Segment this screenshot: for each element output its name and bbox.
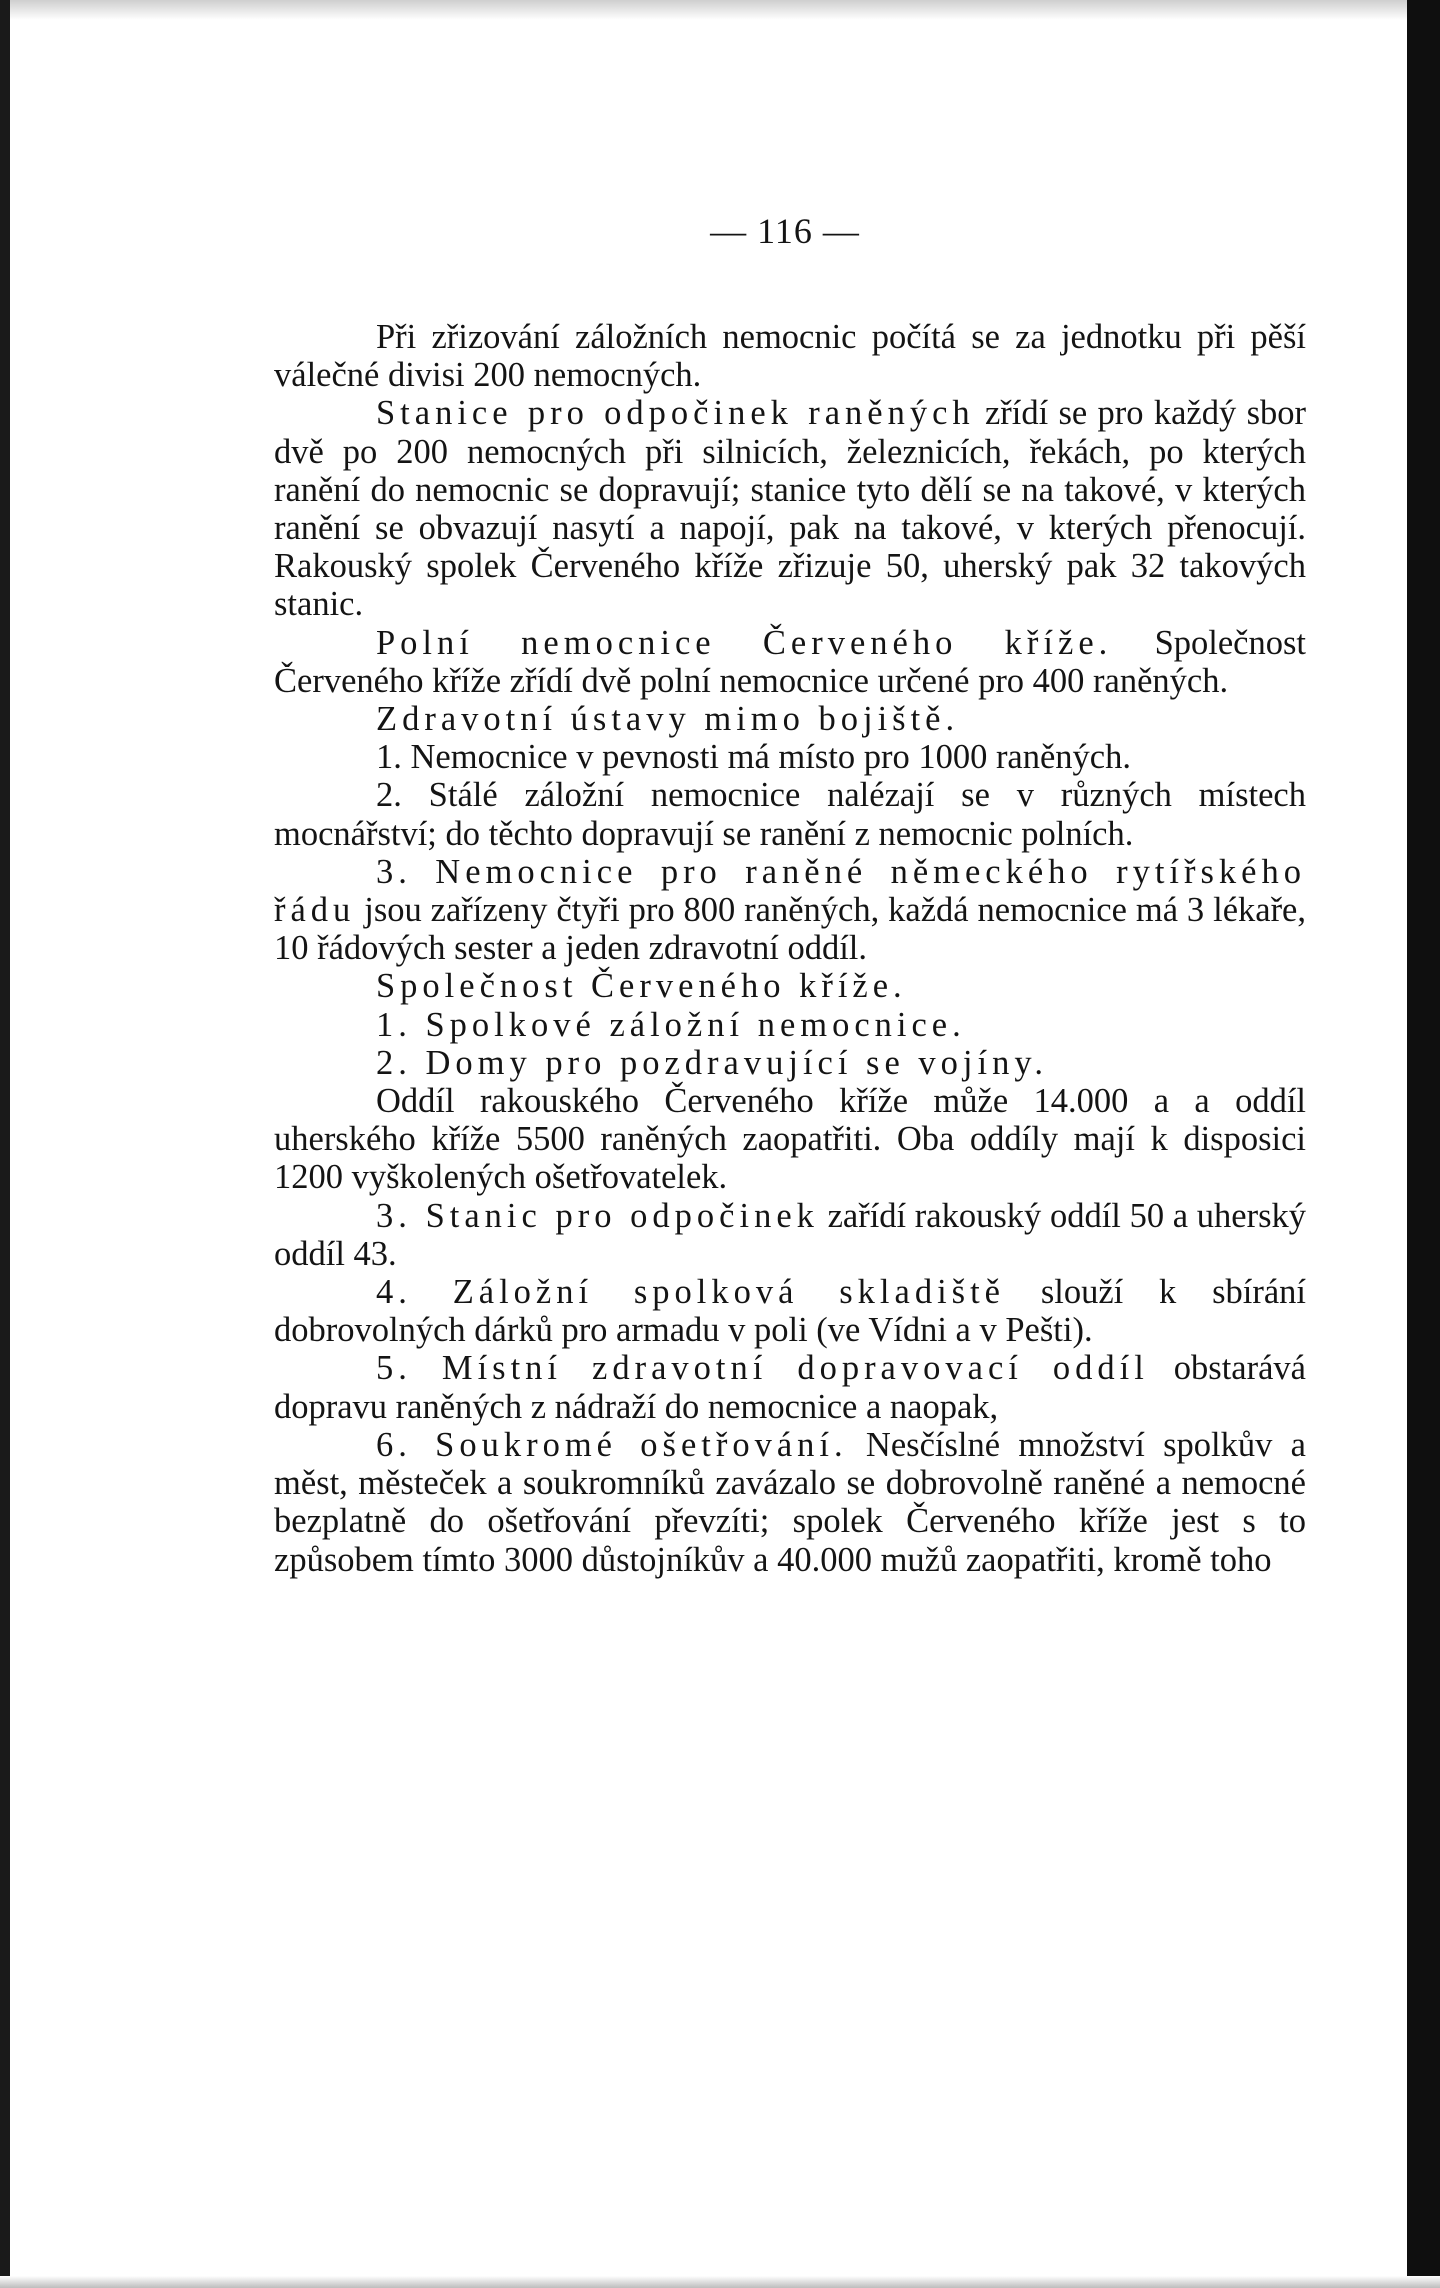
paragraph bbox=[274, 318, 1306, 394]
spaced-heading: Společnost Červeného kříže. bbox=[376, 967, 907, 1006]
scan-edge-bottom bbox=[0, 2276, 1440, 2288]
scan-edge-top bbox=[0, 0, 1440, 20]
section-heading bbox=[274, 700, 1306, 738]
body-text bbox=[274, 318, 1306, 1579]
paragraph bbox=[274, 1082, 1306, 1197]
paragraph-text: obstarává dopravu raněných z nádraží do nemocnice a naopak, bbox=[274, 1349, 1306, 1426]
list-item bbox=[274, 1006, 1306, 1044]
paragraph-text: jsou zařízeny čtyři pro 800 raněných, každá nemocnice má 3 lékaře, 10 řádových sester a jeden zdravotní oddíl. bbox=[274, 891, 1306, 968]
list-item bbox=[274, 1426, 1306, 1579]
section-heading bbox=[274, 967, 1306, 1005]
page-number: — 116 — bbox=[710, 211, 860, 251]
paragraph-text: Oddíl rakouského Červeného kříže může 14.000 a a oddíl uherského kříže 5500 raněných zaopatřiti. Oba oddíly mají k disposici 1200 vyškolených ošetřovatelek. bbox=[274, 1082, 1306, 1197]
spaced-heading: 6. Soukromé ošetřování. bbox=[376, 1425, 848, 1464]
paragraph-text: zřídí se pro každý sbor dvě po 200 nemocných při silnicích, železnicích, řekách, po kterých ranění do nemocnic se dopravují; stanice tyto dělí se na takové, v kterých ranění se obvazují nasytí a napojí, pak na takové, v kterých přenocují. Rakouský spolek Červeného kříže zřizuje 50, uherský pak 32 takových stanic. bbox=[274, 394, 1306, 624]
paragraph-text: Při zřizování záložních nemocnic počítá se za jednotku při pěší válečné divisi 200 nemocných. bbox=[274, 318, 1306, 395]
paragraph bbox=[274, 394, 1306, 623]
spaced-heading: 3. Stanic pro odpočinek bbox=[376, 1196, 819, 1235]
spaced-heading: Stanice pro odpočinek raněných bbox=[376, 394, 975, 433]
spaced-heading: 3. Nemocnice pro raněné německého rytířského řádu bbox=[274, 852, 1306, 930]
scan-edge-right bbox=[1407, 0, 1440, 2288]
paragraph-text: slouží k sbírání dobrovolných dárků pro armadu v poli (ve Vídni a v Pešti). bbox=[274, 1273, 1306, 1350]
list-item bbox=[274, 1349, 1306, 1425]
paragraph-text: Společnost Červeného kříže zřídí dvě polní nemocnice určené pro 400 raněných. bbox=[274, 623, 1306, 700]
list-item bbox=[274, 853, 1306, 968]
spaced-heading: 4. Záložní spolková skladiště bbox=[376, 1273, 1005, 1312]
list-item bbox=[274, 1273, 1306, 1349]
paragraph-text: zařídí rakouský oddíl 50 a uherský oddíl 43. bbox=[274, 1196, 1306, 1273]
list-item bbox=[274, 1197, 1306, 1273]
paragraph-text: 1. Nemocnice v pevnosti má místo pro 1000 raněných. bbox=[376, 738, 1131, 777]
list-item bbox=[274, 776, 1306, 852]
spaced-heading: Polní nemocnice Červeného kříže. bbox=[376, 623, 1113, 662]
spaced-heading: 1. Spolkové záložní nemocnice. bbox=[376, 1005, 966, 1044]
list-item bbox=[274, 1044, 1306, 1082]
paragraph bbox=[274, 624, 1306, 700]
list-item bbox=[274, 738, 1306, 776]
spaced-heading: 5. Místní zdravotní dopravovací oddíl bbox=[376, 1349, 1149, 1388]
paragraph-text: Nesčíslné množství spolkův a měst, městeček a soukromníků zavázalo se dobrovolně raněné a nemocné bezplatně do ošetřování převzíti; spolek Červeného kříže jest s to způsobem tímto 3000 důstojníkův a 40.000 mužů zaopatřiti, kromě toho bbox=[274, 1425, 1306, 1579]
scan-edge-left bbox=[0, 0, 10, 2288]
paragraph-text: 2. Stálé záložní nemocnice nalézají se v různých místech mocnářství; do těchto dopravují se ranění z nemocnic polních. bbox=[274, 776, 1306, 853]
spaced-heading: 2. Domy pro pozdravující se vojíny. bbox=[376, 1043, 1048, 1082]
spaced-heading: Zdravotní ústavy mimo bojiště. bbox=[376, 700, 960, 739]
